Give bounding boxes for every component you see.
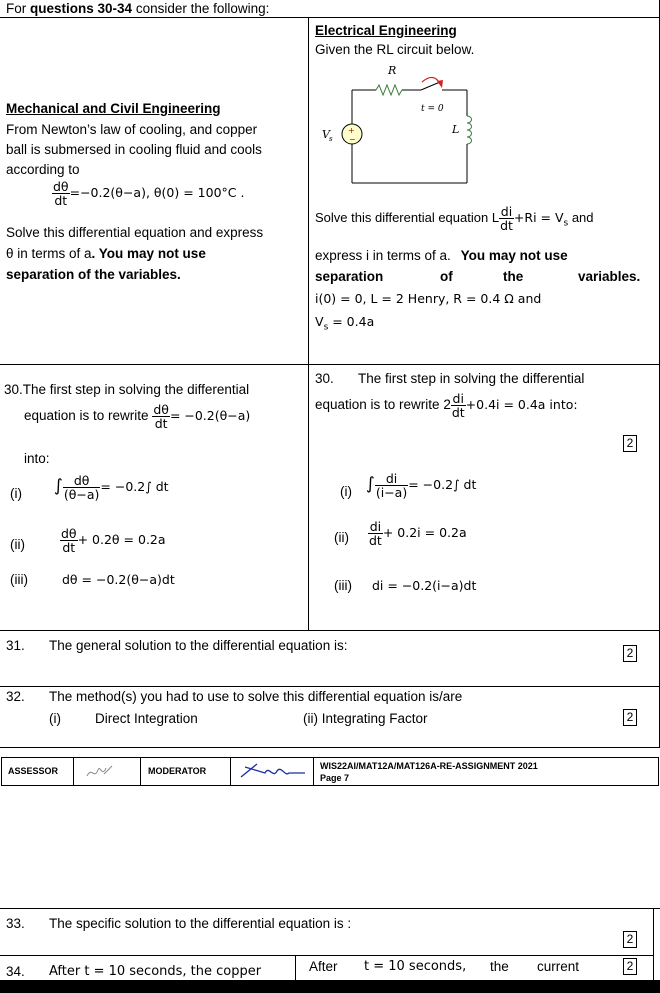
q30L-option-i-label: (i) — [10, 486, 22, 501]
elec-sep2: of — [440, 269, 453, 284]
mech-solve3: separation of the variables. — [6, 267, 181, 282]
q34-right-word3: the — [490, 959, 509, 974]
q34-left-text: After t = 10 seconds, the copper — [49, 964, 262, 979]
moderator-signature — [235, 759, 309, 783]
inductor-symbol — [467, 116, 472, 144]
elec-intro: Given the RL circuit below. — [315, 42, 475, 57]
mech-equation: $\frac{d\theta}{dt}$ =−0.2(θ−a), θ(0) = 100°C . — [53, 179, 245, 208]
q30L-option-i[interactable]: ∫ $\frac{d\theta}{(\theta-a)}$ = −0.2∫ dt — [54, 473, 169, 502]
moderator-label: MODERATOR — [148, 766, 207, 776]
elec-sep1: separation — [315, 269, 384, 284]
q30L-option-iii[interactable]: dθ = −0.2(θ−a)dt — [62, 572, 175, 587]
q30R-option-iii-label: (iii) — [334, 578, 352, 593]
document-code: WIS22AI/MAT12A/MAT126A-RE-ASSIGNMENT 2021 — [320, 761, 538, 771]
source-subscript: s — [329, 135, 333, 143]
q31-mark-box: 2 — [623, 645, 637, 662]
q30R-option-i-label: (i) — [340, 484, 352, 499]
q30R-option-ii-label: (ii) — [334, 530, 349, 545]
mech-line1: From Newton’s law of cooling, and copper — [6, 122, 258, 137]
q30R-number: 30. — [315, 371, 334, 386]
q33-number: 33. — [6, 916, 25, 931]
switch-time-label: t = 0 — [421, 104, 444, 114]
rl-circuit-diagram — [318, 58, 478, 190]
assessor-signature — [82, 760, 132, 782]
q34-right-word1: After — [309, 959, 338, 974]
svg-text:+: + — [348, 126, 355, 135]
q32-option-2[interactable]: (ii) Integrating Factor — [303, 711, 428, 726]
q34-right-word4: current — [537, 959, 580, 974]
elec-solve: Solve this differential equation L $\frac{di}{dt}$ $+Ri = V_s$ and — [315, 204, 594, 233]
q30L-line1: 30.The first step in solving the differential — [4, 382, 250, 397]
elec-source-value: $V_s = 0.4a$ — [315, 314, 375, 333]
mech-line2: ball is submersed in cooling fluid and cools — [6, 142, 262, 157]
svg-text:−: − — [349, 135, 356, 144]
q33-text: The specific solution to the differential equation is : — [49, 916, 352, 931]
q30R-option-ii[interactable]: $\frac{di}{dt}$ + 0.2i = 0.2a — [369, 519, 467, 548]
elec-heading: Electrical Engineering — [315, 23, 457, 38]
q33-mark-box: 2 — [623, 931, 637, 948]
mech-solve2: θ in terms of a. You may not use — [6, 246, 206, 261]
q31-number: 31. — [6, 638, 25, 653]
mech-heading: Mechanical and Civil Engineering — [6, 101, 221, 116]
mech-line3: according to — [6, 162, 80, 177]
inductor-label: L — [452, 123, 460, 136]
q34-right-word2: t = 10 seconds, — [364, 959, 467, 974]
q30R-line2: equation is to rewrite 2 $\frac{di}{dt}$ +0.4i = 0.4a into: — [315, 391, 578, 420]
q30R-option-i[interactable]: ∫ $\frac{di}{(i-a)}$ = −0.2∫ dt — [366, 471, 477, 500]
q32-number: 32. — [6, 689, 25, 704]
q30R-line1: The first step in solving the differential — [358, 371, 585, 386]
section-header: For questions 30-34 consider the following: — [6, 1, 270, 16]
q32-option-1[interactable]: Direct Integration — [95, 711, 198, 726]
q30-mark-box: 2 — [623, 435, 637, 452]
q30L-option-ii[interactable]: $\frac{d\theta}{dt}$ + 0.2θ = 0.2a — [61, 526, 166, 555]
q34-mark-box: 2 — [623, 958, 637, 975]
q31-text: The general solution to the differential equation is: — [49, 638, 348, 653]
q30L-into: into: — [24, 451, 50, 466]
resistor-symbol — [376, 85, 402, 95]
q34-number: 34. — [6, 964, 25, 979]
q32-mark-box: 2 — [623, 709, 637, 726]
source-label: V — [322, 128, 330, 141]
q30R-option-iii[interactable]: di = −0.2(i−a)dt — [372, 578, 477, 593]
switch-arrowhead-icon — [437, 80, 443, 88]
assessor-label: ASSESSOR — [8, 766, 59, 776]
elec-sep3: the — [503, 269, 524, 284]
elec-initial-conditions: i(0) = 0, L = 2 Henry, R = 0.4 Ω and — [315, 291, 542, 306]
q32-text: The method(s) you had to use to solve this differential equation is/are — [49, 689, 463, 704]
mech-solve1: Solve this differential equation and express — [6, 225, 264, 240]
q30L-option-iii-label: (iii) — [10, 572, 28, 587]
q32-option-1-label: (i) — [49, 711, 61, 726]
elec-sep4: variables. — [578, 269, 641, 284]
resistor-label: R — [388, 64, 397, 77]
page-number: Page 7 — [320, 773, 350, 783]
q30L-line2: equation is to rewrite $\frac{d\theta}{dt}$ = −0.2(θ−a) — [24, 402, 251, 431]
elec-express: express i in terms of a. You may not use — [315, 248, 568, 263]
bottom-black-bar — [0, 980, 660, 993]
q30L-option-ii-label: (ii) — [10, 537, 25, 552]
switch-blade — [421, 82, 440, 90]
